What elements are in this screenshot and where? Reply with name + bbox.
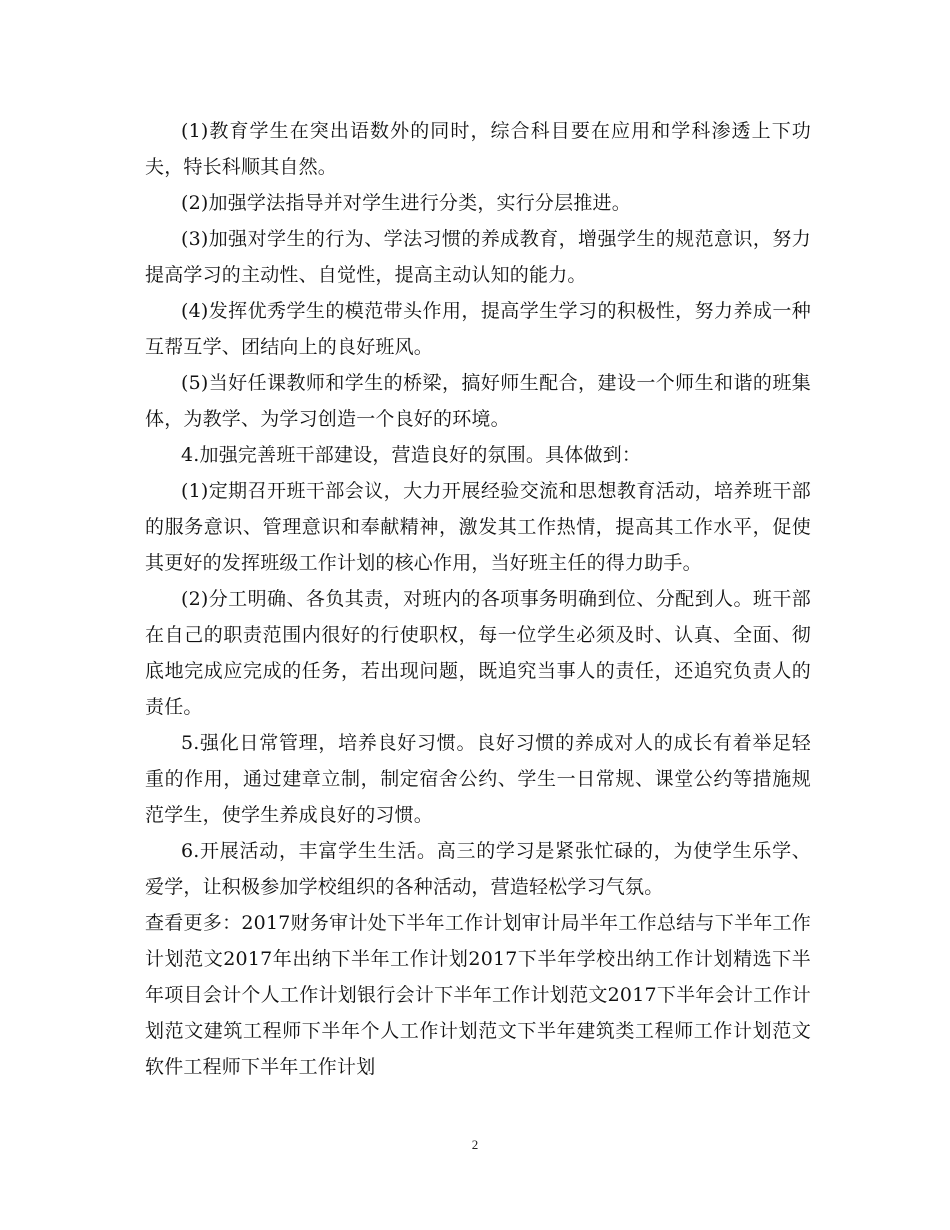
section-heading-4: 4.加强完善班干部建设，营造良好的氛围。具体做到： (181, 444, 642, 466)
paragraph-item-3: (3)加强对学生的行为、学法习惯的养成教育，增强学生的规范意识，努力提高学习的主动性、自觉性，提高主动认知的能力。 (145, 228, 811, 286)
paragraph-item-2: (2)加强学法指导并对学生进行分类，实行分层推进。 (181, 192, 631, 214)
section-paragraph-5: 5.强化日常管理，培养良好习惯。良好习惯的养成对人的成长有着举足轻重的作用，通过建章立制，制定宿舍公约、学生一日常规、课堂公约等措施规范学生，使学生养成良好的习惯。 (145, 732, 811, 826)
document-body (145, 113, 811, 1085)
paragraph-item-4-2: (2)分工明确、各负其责，对班内的各项事务明确到位、分配到人。班干部在自己的职责范围内很好的行使职权，每一位学生必须及时、认真、全面、彻底地完成应完成的任务，若出现问题，既追究当事人的责任，还追究负责人的责任。 (145, 588, 811, 718)
paragraph-item-5: (5)当好任课教师和学生的桥梁，搞好师生配合，建设一个师生和谐的班集体，为教学、为学习创造一个良好的环境。 (145, 372, 811, 430)
paragraph-item-4-1: (1)定期召开班干部会议，大力开展经验交流和思想教育活动，培养班干部的服务意识、管理意识和奉献精神，激发其工作热情，提高其工作水平，促使其更好的发挥班级工作计划的核心作用，当好班主任的得力助手。 (145, 480, 811, 574)
see-more-links[interactable]: 查看更多：2017财务审计处下半年工作计划审计局半年工作总结与下半年工作计划范文2017年出纳下半年工作计划2017下半年学校出纳工作计划精选下半年项目会计个人工作计划银行会计下半年工作计划范文2017下半年会计工作计划范文建筑工程师下半年个人工作计划范文下半年建筑类工程师工作计划范文软件工程师下半年工作计划 (145, 912, 811, 1078)
paragraph-item-1: (1)教育学生在突出语数外的同时，综合科目要在应用和学科渗透上下功夫，特长科顺其自然。 (145, 120, 811, 178)
section-paragraph-6: 6.开展活动，丰富学生生活。高三的学习是紧张忙碌的，为使学生乐学、爱学，让积极参加学校组织的各种活动，营造轻松学习气氛。 (145, 840, 811, 898)
paragraph-item-4: (4)发挥优秀学生的模范带头作用，提高学生学习的积极性，努力养成一种互帮互学、团结向上的良好班风。 (145, 300, 811, 358)
page-number: 2 (471, 1137, 479, 1152)
